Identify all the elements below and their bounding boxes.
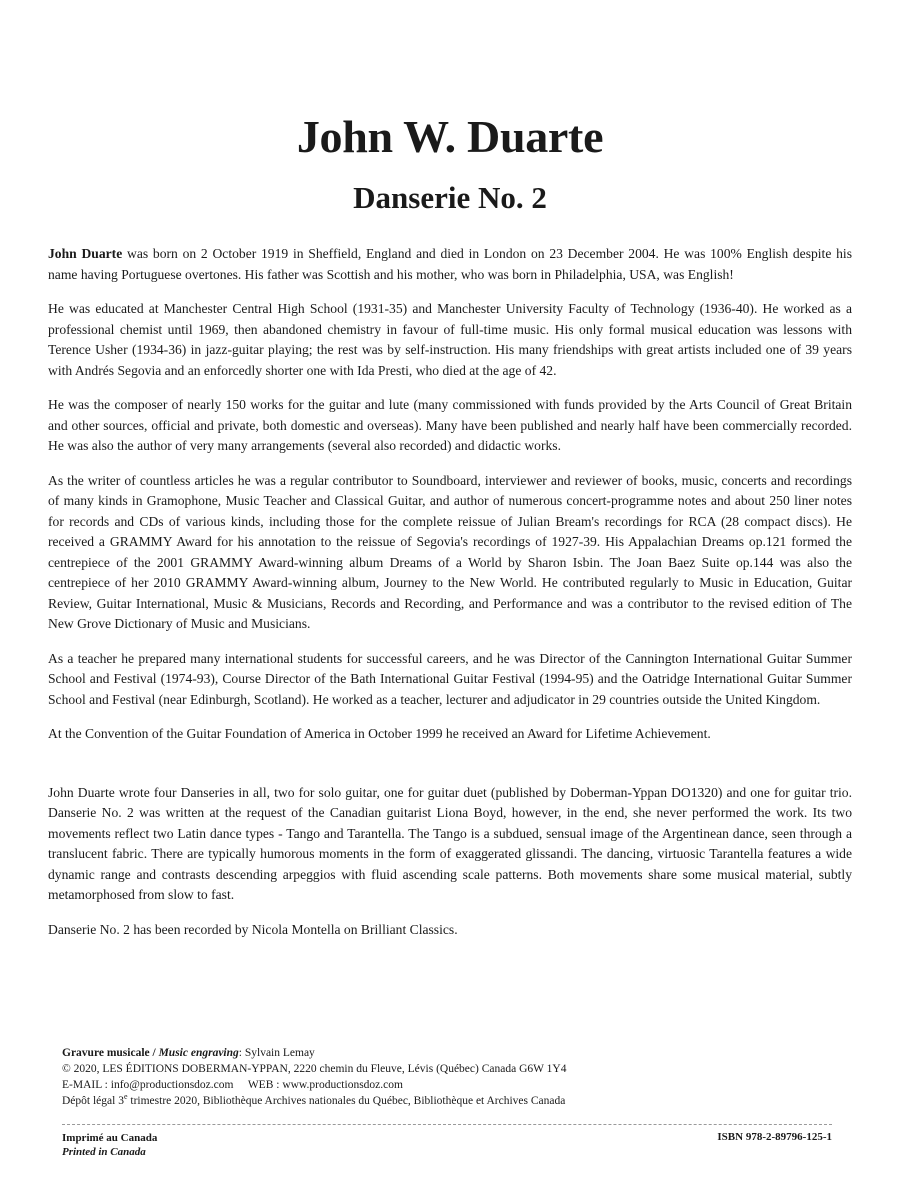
web-link: WEB : www.productionsdoz.com (247, 1079, 403, 1091)
isbn: ISBN 978-2-89796-125-1 (717, 1131, 832, 1143)
legal-deposit-line (62, 1093, 842, 1109)
engraving-label-fr: Gravure musicale (62, 1047, 150, 1059)
composer-title: John W. Duarte (296, 111, 604, 162)
engraving-separator: / (149, 1047, 159, 1059)
contact-line (62, 1077, 842, 1093)
legal-deposit-superscript: e (123, 1092, 128, 1102)
bio-paragraph-4: As the writer of countless articles he was a regular contributor to Soundboard, interviewer and reviewer of books, music, concerts and recordings of many kinds in Gramophone, Music Teacher and Classical Guitar, and author of numerous concert-programme notes and about 250 liner notes for records and CDs of various kinds, including those for the complete reissue of Julian Bream's recordings for RCA (28 compact discs). He received a GRAMMY Award for his annotation to the reissue of Segovia's recordings of 1927-39. His Appalachian Dreams op.121 formed the centrepiece of the 2001 GRAMMY Award-winning album Dreams of a World by Sharon Isbin. The Joan Baez Suite op.144 was also the centrepiece of her 2010 GRAMMY Award-winning album, Journey to the New World. He contributed regularly to Music in Education, Guitar Review, Guitar International, Music & Musicians, Records and Recording, and Performance and was a contributor to the revised edition of The New Grove Dictionary of Music and Musicians. (48, 472, 852, 631)
copyright-line: © 2020, LES ÉDITIONS DOBERMAN-YPPAN, 2220 chemin du Fleuve, Lévis (Québec) Canada G6W 1Y4 (62, 1063, 567, 1075)
work-title: Danserie No. 2 (353, 180, 547, 215)
bio-p1-text: was born on 2 October 1919 in Sheffield, England and died in London on 23 December 2004. He was 100% English despite his name having Portuguese overtones. His father was Scottish and his mother, who was born in Philadelphia, USA, was English! (48, 246, 852, 282)
legal-deposit-prefix: Dépôt légal 3 (62, 1095, 124, 1107)
bio-name: John Duarte (48, 246, 123, 261)
biography-text (48, 244, 852, 954)
email-link: E-MAIL : info@productionsdoz.com (62, 1079, 234, 1091)
engraver-name: : Sylvain Lemay (238, 1047, 315, 1059)
engraving-label-en: Music engraving (158, 1047, 239, 1059)
printed-in-fr: Imprimé au Canada (62, 1132, 158, 1144)
engraving-credit (62, 1045, 842, 1061)
work-notes-paragraph-2: Danserie No. 2 has been recorded by Nicola Montella on Brilliant Classics. (48, 921, 458, 937)
bio-paragraph-2: He was educated at Manchester Central High School (1931-35) and Manchester University Faculty of Technology (1936-40). He worked as a professional chemist until 1969, then abandoned chemistry in favour of full-time music. His only formal musical education was lessons with Terence Usher (1934-36) in jazz-guitar playing; the rest was by self-instruction. His many friendships with great artists included one of 39 years with Andrés Segovia and an enforcedly shorter one with Ida Presti, who died at the age of 42. (48, 301, 852, 378)
printed-in (62, 1131, 157, 1159)
bio-paragraph-3: He was the composer of nearly 150 works for the guitar and lute (many commissioned with funds provided by the Arts Council of Great Britain and other sources, official and private, both domestic and overseas). Many have been published and nearly half have been commercially recorded. He was also the author of very many arrangements (several also recorded) and didactic works. (48, 397, 852, 453)
footer-divider (62, 1124, 832, 1125)
work-notes-paragraph-1: John Duarte wrote four Danseries in all, two for solo guitar, one for guitar duet (published by Doberman-Yppan DO1320) and one for guitar trio. Danserie No. 2 was written at the request of the Canadian guitarist Liona Boyd, however, in the end, she never performed the work. Its two movements reflect two Latin dance types - Tango and Tarantella. The Tango is a subdued, sensual image of the Argentinean dance, seen through a translucent fabric. There are typically humorous moments in the form of exaggerated glissandi. The dancing, virtuosic Tarantella features a wide dynamic range and contrasts descending arpeggios with fluid ascending scale patterns. Both movements share some musical material, subtly metamorphosed from slow to fast. (48, 784, 852, 902)
bio-paragraph-1 (48, 244, 852, 285)
printed-in-en: Printed in Canada (62, 1146, 146, 1158)
bio-paragraph-6: At the Convention of the Guitar Foundation of America in October 1999 he received an Award for Lifetime Achievement. (48, 726, 711, 741)
legal-deposit-text: trimestre 2020, Bibliothèque Archives nationales du Québec, Bibliothèque et Archives Canada (127, 1095, 566, 1107)
publisher-credits (62, 1045, 842, 1109)
bio-paragraph-5: As a teacher he prepared many international students for successful careers, and he was Director of the Cannington International Guitar Summer School and Festival (1974-93), Course Director of the Bath International Guitar Festival (1994-95) and the Oatridge International Guitar Summer School and Festival (near Edinburgh, Scotland). He worked as a teacher, lecturer and adjudicator in 29 countries outside the United Kingdom. (48, 650, 852, 707)
